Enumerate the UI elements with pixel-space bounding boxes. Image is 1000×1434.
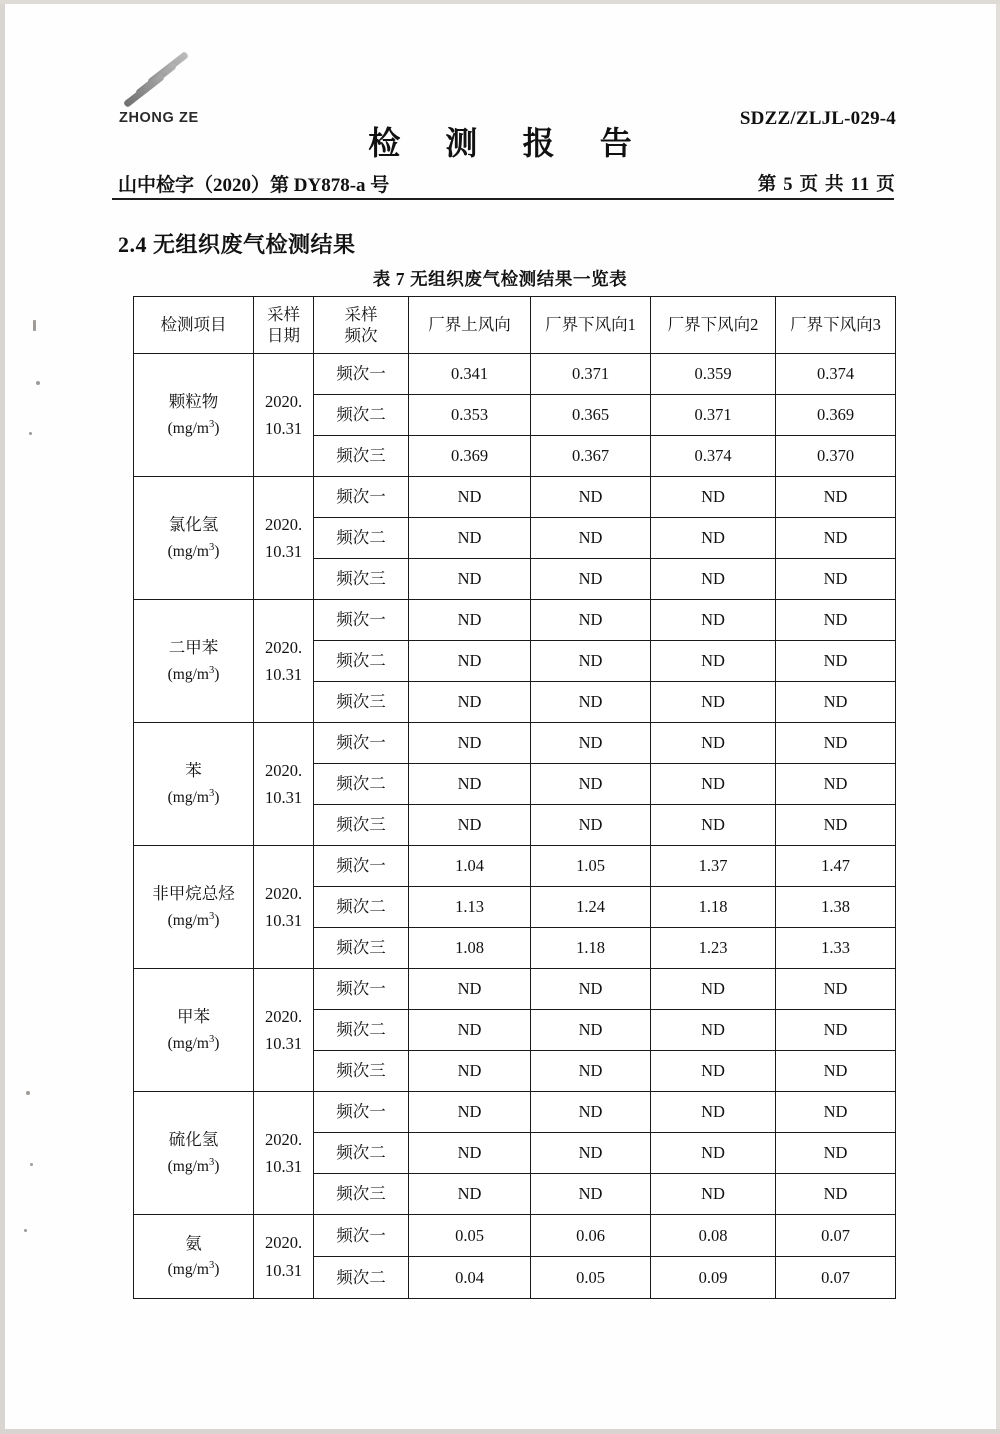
cell-item-name xyxy=(134,846,254,969)
cell-value-downwind-2: ND xyxy=(651,518,776,559)
cell-value-downwind-1: 0.367 xyxy=(531,436,651,477)
cell-value-upwind: ND xyxy=(409,477,531,518)
date-line-1: 2020. xyxy=(264,1129,303,1149)
cell-sampling-frequency: 频次二 xyxy=(314,641,409,682)
cell-value-downwind-3: 1.47 xyxy=(776,846,896,887)
cell-value-downwind-2: ND xyxy=(651,600,776,641)
cell-value-upwind: 1.08 xyxy=(409,928,531,969)
cell-sampling-date xyxy=(254,846,314,969)
cell-value-downwind-2: ND xyxy=(651,1051,776,1092)
cell-sampling-frequency: 频次二 xyxy=(314,1010,409,1051)
table-row xyxy=(134,846,896,887)
item-name-text: 氨 xyxy=(185,1233,202,1253)
column-header-upwind: 厂界上风向 xyxy=(409,297,531,354)
column-header-frequency: 采样 频次 xyxy=(314,297,409,354)
cell-value-upwind: 0.341 xyxy=(409,354,531,395)
cell-value-downwind-1: 1.24 xyxy=(531,887,651,928)
cell-value-upwind: ND xyxy=(409,805,531,846)
date-line-1: 2020. xyxy=(264,1006,303,1026)
date-line-2: 10.31 xyxy=(264,419,303,438)
date-line-1: 2020. xyxy=(264,1233,303,1253)
cell-value-downwind-2: 1.23 xyxy=(651,928,776,969)
table-body xyxy=(134,354,896,1299)
cell-item-name xyxy=(134,600,254,723)
cell-value-upwind: ND xyxy=(409,1051,531,1092)
cell-value-upwind: ND xyxy=(409,682,531,723)
cell-sampling-date xyxy=(254,477,314,600)
date-line-2: 10.31 xyxy=(264,542,303,561)
report-number: 山中检字（2020）第 DY878-a 号 xyxy=(118,175,390,196)
cell-value-downwind-2: 1.37 xyxy=(651,846,776,887)
cell-sampling-date xyxy=(254,1092,314,1215)
item-unit-text: $(mg/m^3)$ xyxy=(167,910,220,929)
cell-value-downwind-1: ND xyxy=(531,682,651,723)
table-row xyxy=(134,354,896,395)
cell-value-downwind-3: ND xyxy=(776,1092,896,1133)
cell-value-downwind-1: 1.18 xyxy=(531,928,651,969)
cell-value-downwind-1: 0.371 xyxy=(531,354,651,395)
cell-value-downwind-3: ND xyxy=(776,600,896,641)
cell-value-upwind: ND xyxy=(409,1010,531,1051)
table-caption: 表 7 无组织废气检测结果一览表 xyxy=(372,269,628,289)
page-number: 第 5 页 共 11 页 xyxy=(757,175,896,195)
table-header xyxy=(134,297,896,354)
cell-value-downwind-2: ND xyxy=(651,1010,776,1051)
cell-value-downwind-3: 1.38 xyxy=(776,887,896,928)
cell-value-downwind-1: ND xyxy=(531,600,651,641)
table-row xyxy=(134,1092,896,1133)
cell-value-upwind: ND xyxy=(409,559,531,600)
column-header-downwind-1: 厂界下风向1 xyxy=(531,297,651,354)
cell-value-downwind-2: ND xyxy=(651,559,776,600)
cell-value-downwind-2: ND xyxy=(651,641,776,682)
date-line-1: 2020. xyxy=(264,760,303,780)
scan-edge-top xyxy=(0,0,1000,4)
cell-value-upwind: 0.353 xyxy=(409,395,531,436)
cell-sampling-frequency: 频次二 xyxy=(314,1257,409,1299)
cell-value-downwind-3: ND xyxy=(776,1010,896,1051)
cell-value-downwind-3: 0.07 xyxy=(776,1257,896,1299)
cell-sampling-date xyxy=(254,969,314,1092)
cell-value-downwind-2: ND xyxy=(651,1133,776,1174)
cell-value-downwind-1: ND xyxy=(531,641,651,682)
cell-value-downwind-2: 0.359 xyxy=(651,354,776,395)
cell-value-downwind-2: ND xyxy=(651,805,776,846)
cell-value-downwind-3: 0.369 xyxy=(776,395,896,436)
item-unit-text: $(mg/m^3)$ xyxy=(167,1033,220,1052)
document-code: SDZZ/ZLJL-029-4 xyxy=(739,108,896,129)
cell-value-downwind-2: 0.08 xyxy=(651,1215,776,1257)
cell-value-downwind-3: ND xyxy=(776,518,896,559)
cell-value-downwind-1: 0.365 xyxy=(531,395,651,436)
cell-value-downwind-3: ND xyxy=(776,1133,896,1174)
cell-value-upwind: ND xyxy=(409,1174,531,1215)
cell-value-downwind-3: ND xyxy=(776,805,896,846)
table-row xyxy=(134,477,896,518)
unorganized-waste-gas-results-table xyxy=(133,296,896,1299)
date-line-2: 10.31 xyxy=(264,1260,303,1280)
cell-sampling-frequency: 频次二 xyxy=(314,887,409,928)
cell-value-downwind-2: ND xyxy=(651,477,776,518)
scan-edge-bottom xyxy=(0,1429,1000,1434)
cell-sampling-date xyxy=(254,723,314,846)
cell-sampling-frequency: 频次一 xyxy=(314,1215,409,1257)
table-header-row xyxy=(134,297,896,354)
logo-bars-icon xyxy=(118,58,214,110)
cell-value-upwind: ND xyxy=(409,764,531,805)
scan-speck xyxy=(36,381,40,385)
header-divider xyxy=(112,198,894,200)
cell-value-downwind-3: ND xyxy=(776,682,896,723)
cell-value-upwind: 1.13 xyxy=(409,887,531,928)
logo-wordmark: ZHONG ZE xyxy=(119,110,199,126)
item-unit-text: $(mg/m^3)$ xyxy=(167,1156,220,1175)
cell-value-downwind-1: 0.06 xyxy=(531,1215,651,1257)
cell-sampling-frequency: 频次三 xyxy=(314,682,409,723)
cell-value-downwind-1: 0.05 xyxy=(531,1257,651,1299)
cell-value-downwind-1: ND xyxy=(531,518,651,559)
cell-sampling-frequency: 频次一 xyxy=(314,477,409,518)
cell-value-downwind-3: ND xyxy=(776,477,896,518)
cell-value-downwind-1: ND xyxy=(531,805,651,846)
cell-sampling-frequency: 频次二 xyxy=(314,395,409,436)
cell-value-downwind-2: 0.371 xyxy=(651,395,776,436)
item-unit-text: $(mg/m^3)$ xyxy=(167,1260,220,1279)
scan-speck xyxy=(30,1163,33,1166)
item-name-text: 颗粒物 xyxy=(168,392,219,412)
scan-speck xyxy=(33,320,36,331)
cell-sampling-frequency: 频次三 xyxy=(314,436,409,477)
cell-sampling-date xyxy=(254,1215,314,1299)
cell-sampling-frequency: 频次三 xyxy=(314,559,409,600)
cell-value-downwind-2: ND xyxy=(651,1174,776,1215)
item-unit-text: $(mg/m^3)$ xyxy=(167,541,220,560)
cell-item-name xyxy=(134,354,254,477)
cell-sampling-frequency: 频次一 xyxy=(314,1092,409,1133)
cell-value-downwind-3: ND xyxy=(776,1051,896,1092)
cell-sampling-date xyxy=(254,600,314,723)
cell-value-upwind: ND xyxy=(409,1092,531,1133)
section-heading: 2.4 无组织废气检测结果 xyxy=(118,232,356,257)
cell-value-upwind: ND xyxy=(409,518,531,559)
date-line-2: 10.31 xyxy=(264,665,303,684)
scan-speck xyxy=(29,432,32,435)
cell-value-downwind-3: 0.07 xyxy=(776,1215,896,1257)
scan-edge-right xyxy=(996,0,1000,1434)
cell-value-upwind: 1.04 xyxy=(409,846,531,887)
table-row xyxy=(134,969,896,1010)
cell-sampling-frequency: 频次一 xyxy=(314,969,409,1010)
cell-item-name xyxy=(134,477,254,600)
scan-speck xyxy=(24,1229,27,1232)
column-header-downwind-2: 厂界下风向2 xyxy=(651,297,776,354)
item-name-text: 甲苯 xyxy=(177,1007,210,1027)
column-header-item: 检测项目 xyxy=(134,297,254,354)
cell-value-downwind-3: ND xyxy=(776,559,896,600)
cell-value-downwind-2: ND xyxy=(651,764,776,805)
cell-value-upwind: 0.04 xyxy=(409,1257,531,1299)
cell-value-downwind-3: ND xyxy=(776,641,896,682)
date-line-1: 2020. xyxy=(264,514,303,534)
cell-value-downwind-2: ND xyxy=(651,1092,776,1133)
cell-value-upwind: ND xyxy=(409,641,531,682)
cell-sampling-frequency: 频次二 xyxy=(314,764,409,805)
cell-value-upwind: 0.05 xyxy=(409,1215,531,1257)
cell-value-upwind: ND xyxy=(409,600,531,641)
cell-value-downwind-1: ND xyxy=(531,559,651,600)
date-line-2: 10.31 xyxy=(264,1157,303,1176)
cell-value-downwind-2: ND xyxy=(651,723,776,764)
cell-sampling-frequency: 频次二 xyxy=(314,518,409,559)
cell-value-downwind-1: ND xyxy=(531,764,651,805)
cell-value-downwind-2: ND xyxy=(651,682,776,723)
cell-value-downwind-2: ND xyxy=(651,969,776,1010)
page-title: 检 测 报 告 xyxy=(368,124,649,162)
cell-value-downwind-1: ND xyxy=(531,1092,651,1133)
cell-value-upwind: 0.369 xyxy=(409,436,531,477)
cell-value-downwind-1: ND xyxy=(531,1174,651,1215)
date-line-1: 2020. xyxy=(264,637,303,657)
cell-value-downwind-3: 1.33 xyxy=(776,928,896,969)
date-line-1: 2020. xyxy=(264,391,303,411)
cell-value-downwind-1: ND xyxy=(531,1051,651,1092)
cell-sampling-frequency: 频次一 xyxy=(314,600,409,641)
date-line-1: 2020. xyxy=(264,883,303,903)
cell-value-upwind: ND xyxy=(409,723,531,764)
scan-speck xyxy=(26,1091,30,1095)
item-unit-text: $(mg/m^3)$ xyxy=(167,664,220,683)
table-row xyxy=(134,600,896,641)
item-name-text: 氯化氢 xyxy=(168,515,219,535)
cell-value-downwind-3: ND xyxy=(776,1174,896,1215)
cell-item-name xyxy=(134,969,254,1092)
cell-value-downwind-1: ND xyxy=(531,723,651,764)
item-unit-text: $(mg/m^3)$ xyxy=(167,787,220,806)
cell-value-downwind-3: ND xyxy=(776,723,896,764)
cell-sampling-frequency: 频次二 xyxy=(314,1133,409,1174)
cell-value-upwind: ND xyxy=(409,969,531,1010)
cell-value-downwind-3: 0.370 xyxy=(776,436,896,477)
cell-value-downwind-3: 0.374 xyxy=(776,354,896,395)
results-table-wrapper xyxy=(133,296,895,1299)
item-unit-text: $(mg/m^3)$ xyxy=(167,418,220,437)
cell-value-downwind-1: ND xyxy=(531,1133,651,1174)
date-line-2: 10.31 xyxy=(264,1034,303,1053)
item-name-text: 硫化氢 xyxy=(168,1130,219,1150)
cell-item-name xyxy=(134,723,254,846)
date-line-2: 10.31 xyxy=(264,788,303,807)
cell-sampling-frequency: 频次一 xyxy=(314,723,409,764)
cell-value-downwind-1: ND xyxy=(531,1010,651,1051)
cell-value-downwind-3: ND xyxy=(776,969,896,1010)
cell-item-name xyxy=(134,1215,254,1299)
cell-value-upwind: ND xyxy=(409,1133,531,1174)
cell-sampling-frequency: 频次一 xyxy=(314,846,409,887)
scan-edge-left xyxy=(0,0,5,1434)
cell-sampling-frequency: 频次一 xyxy=(314,354,409,395)
date-line-2: 10.31 xyxy=(264,911,303,930)
cell-sampling-date xyxy=(254,354,314,477)
item-name-text: 苯 xyxy=(185,761,202,781)
cell-value-downwind-1: 1.05 xyxy=(531,846,651,887)
item-name-text: 非甲烷总烃 xyxy=(152,884,235,904)
cell-value-downwind-3: ND xyxy=(776,764,896,805)
cell-item-name xyxy=(134,1092,254,1215)
cell-value-downwind-2: 0.09 xyxy=(651,1257,776,1299)
cell-value-downwind-2: 0.374 xyxy=(651,436,776,477)
cell-value-downwind-1: ND xyxy=(531,477,651,518)
cell-sampling-frequency: 频次三 xyxy=(314,928,409,969)
cell-sampling-frequency: 频次三 xyxy=(314,1051,409,1092)
cell-value-downwind-1: ND xyxy=(531,969,651,1010)
cell-value-downwind-2: 1.18 xyxy=(651,887,776,928)
table-row xyxy=(134,723,896,764)
logo-bar-icon xyxy=(123,73,165,108)
column-header-date: 采样 日期 xyxy=(254,297,314,354)
cell-sampling-frequency: 频次三 xyxy=(314,805,409,846)
column-header-downwind-3: 厂界下风向3 xyxy=(776,297,896,354)
table-row xyxy=(134,1215,896,1257)
cell-sampling-frequency: 频次三 xyxy=(314,1174,409,1215)
item-name-text: 二甲苯 xyxy=(168,638,219,658)
